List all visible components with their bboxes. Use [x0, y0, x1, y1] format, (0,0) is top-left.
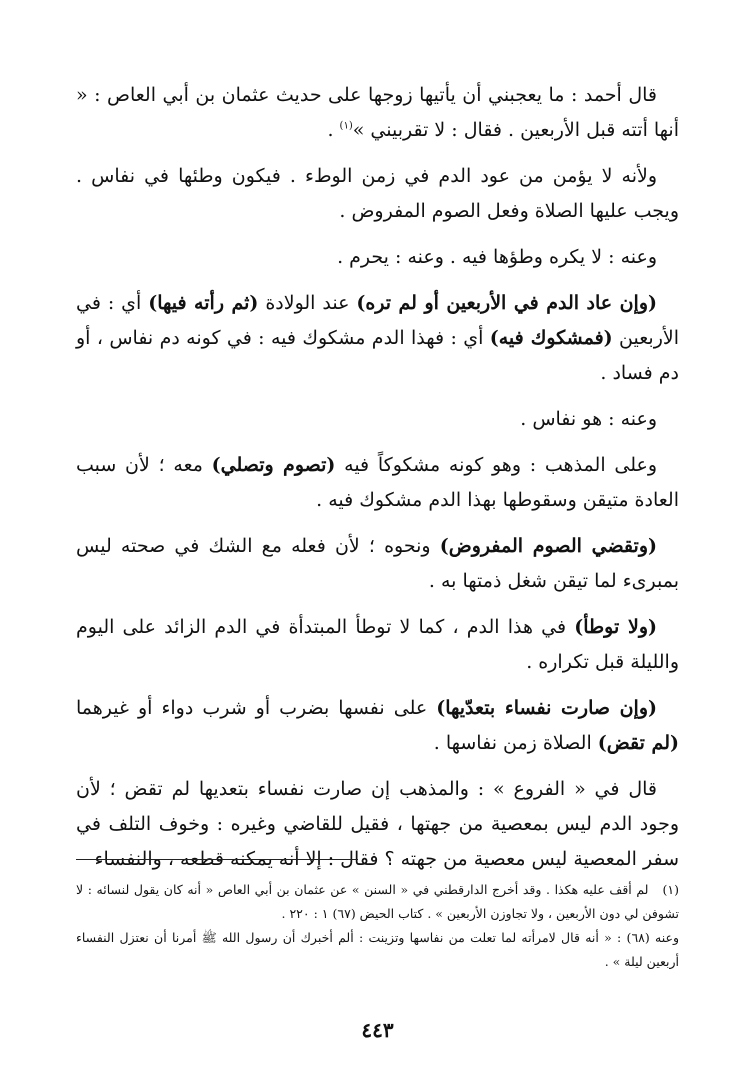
paragraph	[76, 402, 679, 437]
paragraph	[76, 286, 679, 391]
matn-text: (وتقضي الصوم المفروض)	[439, 535, 657, 557]
commentary-text: الصلاة زمن نفاسها .	[433, 732, 598, 754]
paragraph	[76, 610, 679, 680]
commentary-text: في هذا الدم ، كما لا توطأ المبتدأة في الدم الزائد على اليوم والليلة قبل تكراره .	[76, 616, 679, 673]
footnote-text: وعنه (٦٨) : « أنه قال لامرأته لما تعلت من نفاسها وتزينت : ألم أخبرك أن رسول الله ﷺ أمرنا أن نعتزل النفساء أربعين ليلة » .	[76, 930, 679, 969]
page-number: ٤٤٣	[361, 1018, 394, 1042]
commentary-text: أي : فهذا الدم مشكوك فيه : في كونه دم نفاس ، أو دم فساد .	[76, 327, 679, 384]
paragraph	[76, 691, 679, 761]
footnote	[76, 926, 679, 974]
matn-text: (تصوم وتصلي)	[211, 454, 336, 476]
footnote	[76, 878, 679, 926]
paragraph	[76, 448, 679, 518]
footnote-ref: (١)	[339, 120, 353, 132]
commentary-text: قال في « الفروع » : والمذهب إن صارت نفساء بتعديها لم تقض ؛ لأن وجود الدم ليس بمعصية من جهتها ، فقيل للقاضي وغيره : وخوف التلف في سفر المعصية ليس معصية من جهته ؟ فقال : إلا أنه يمكنه قطعه ، والنفساء	[76, 778, 679, 870]
commentary-text: ولأنه لا يؤمن من عود الدم في زمن الوطء . فيكون وطئها في نفاس . ويجب عليها الصلاة وفعل الصوم المفروض .	[76, 165, 679, 222]
paragraph	[76, 529, 679, 599]
matn-text: (وإن عاد الدم في الأربعين أو لم تره)	[356, 292, 658, 314]
commentary-text: أي : في الأربعين	[76, 292, 679, 349]
paragraph	[76, 159, 679, 229]
commentary-text: .	[327, 119, 340, 141]
matn-text: (لم تقض)	[597, 732, 679, 754]
matn-text: (ولا توطأ)	[574, 616, 657, 638]
paragraph	[76, 240, 679, 275]
commentary-text: معه ؛ لأن سبب العادة متيقن وسقوطها بهذا الدم مشكوك فيه .	[76, 454, 679, 511]
paragraph	[76, 772, 679, 877]
main-text	[76, 78, 679, 888]
paragraph	[76, 78, 679, 148]
matn-text: (فمشكوك فيه)	[489, 327, 613, 349]
footnote-text: لم أقف عليه هكذا . وقد أخرج الدارقطني في « السنن » عن عثمان بن أبي العاص « أنه كان يقول لنسائه : لا تشوفن لي دون الأربعين ، ولا تجاوزن الأربعين » . كتاب الحيض (٦٧) ١ : ٢٢٠ .	[76, 882, 679, 921]
commentary-text: ونحوه ؛ لأن فعله مع الشك في صحته ليس بمبرىء لما تيقن شغل ذمتها به .	[76, 535, 679, 592]
commentary-text: قال أحمد : ما يعجبني أن يأتيها زوجها على حديث عثمان بن أبي العاص : « أنها أتته قبل الأربعين . فقال : لا تقربيني »	[76, 84, 679, 141]
commentary-text: وعنه : هو نفاس .	[520, 408, 657, 430]
commentary-text: وعنه : لا يكره وطؤها فيه . وعنه : يحرم .	[337, 246, 657, 268]
footnotes	[76, 878, 679, 974]
commentary-text: وعلى المذهب : وهو كونه مشكوكاً فيه	[335, 454, 657, 476]
matn-text: (وإن صارت نفساء بتعدّيها)	[436, 697, 657, 719]
commentary-text: عند الولادة	[258, 292, 357, 314]
footnote-number: (١)	[662, 882, 679, 897]
matn-text: (ثم رأته فيها)	[148, 292, 259, 314]
footnote-divider	[76, 859, 358, 860]
commentary-text: على نفسها بضرب أو شرب دواء أو غيرهما	[76, 697, 437, 719]
